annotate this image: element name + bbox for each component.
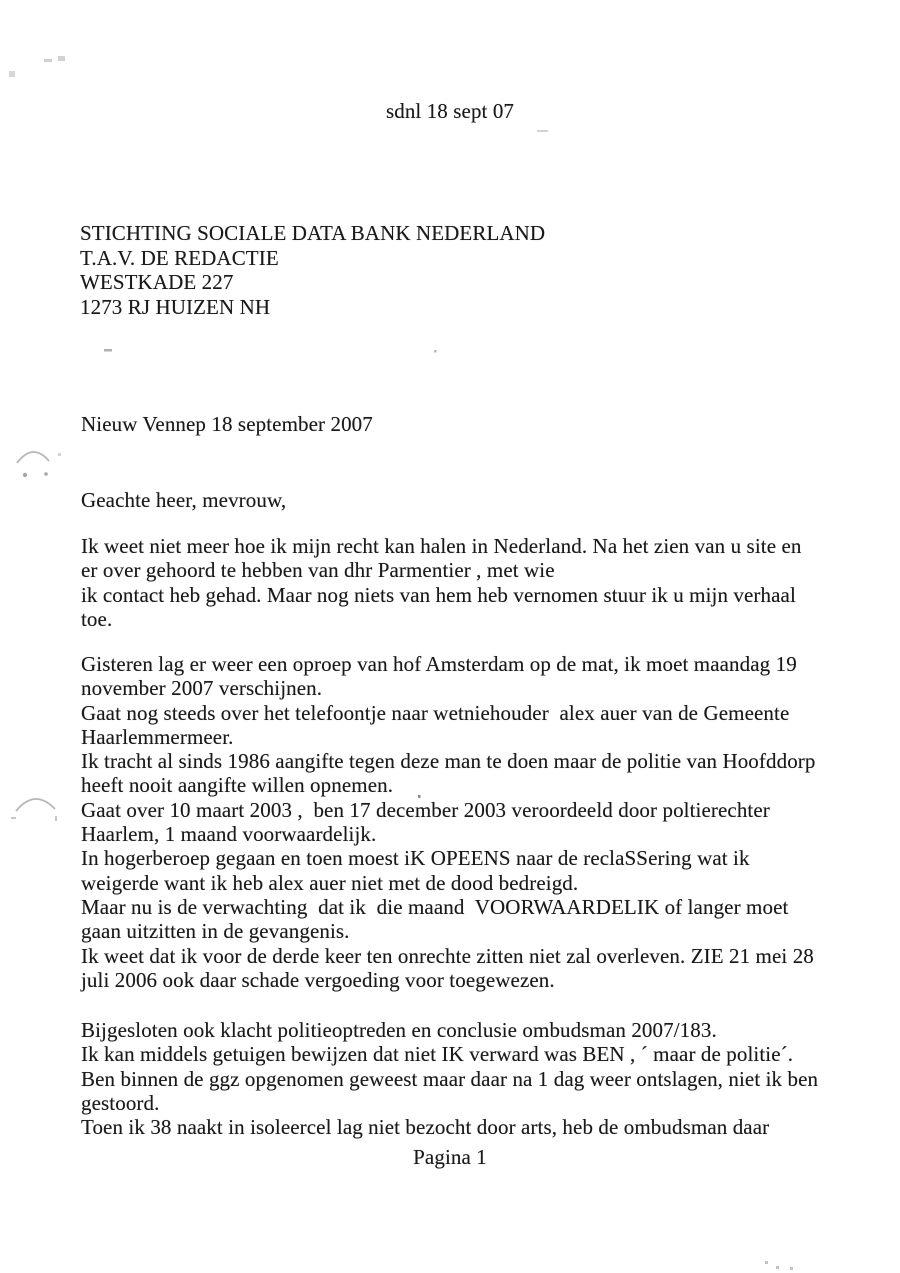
body-line: Ik tracht al sinds 1986 aangifte tegen deze man te doen maar de politie van Hoofddorp: [81, 749, 816, 774]
body-line: toe.: [81, 606, 113, 631]
recipient-line: WESTKADE 227: [80, 270, 234, 295]
scan-speck: [44, 472, 48, 476]
body-line: Bijgesloten ook klacht politieoptreden en conclusie ombudsman 2007/183.: [81, 1018, 717, 1042]
body-line: gaan uitzitten in de gevangenis.: [81, 919, 350, 944]
pen-arc-upper: [17, 452, 49, 463]
body-line: weigerde want ik heb alex auer niet met de dood bedreigd.: [81, 870, 579, 895]
body-line: Gisteren lag er weer een oproep van hof Amsterdam op de mat, ik moet maandag 19: [81, 652, 797, 676]
body-line: heeft nooit aangifte willen opnemen.: [81, 773, 394, 798]
scan-speck: [11, 817, 16, 819]
body-line: ik contact heb gehad. Maar nog niets van hem heb vernomen stuur ik u mijn verhaal: [81, 582, 796, 607]
scan-speck: [104, 349, 112, 352]
body-line: november 2007 verschijnen.: [81, 676, 323, 701]
recipient-line: 1273 RJ HUIZEN NH: [80, 294, 271, 319]
body-line: Haarlem, 1 maand voorwaardelijk.: [81, 822, 377, 847]
recipient-line: T.A.V. DE REDACTIE: [80, 245, 279, 270]
recipient-address-block: [80, 221, 545, 319]
scan-speck: [58, 56, 65, 61]
scan-speck: [58, 453, 61, 456]
header-note: sdnl 18 sept 07: [385, 99, 515, 123]
body-line: Ben binnen de ggz opgenomen geweest maar daar na 1 dag weer ontslagen, niet ik ben: [81, 1066, 819, 1091]
scan-speck: [765, 1261, 768, 1264]
paragraph-2: [81, 652, 816, 992]
paragraph-1: [81, 534, 801, 631]
scan-speck: [537, 130, 548, 132]
recipient-line: STICHTING SOCIALE DATA BANK NEDERLAND: [80, 221, 546, 245]
paragraph-3: [81, 1018, 818, 1139]
salutation: Geachte heer, mevrouw,: [81, 488, 287, 512]
scan-speck: [44, 59, 52, 62]
pen-arc-lower: [16, 799, 55, 811]
scan-speck: [790, 1267, 793, 1270]
scan-speck: [434, 350, 437, 353]
scan-speck: [55, 816, 57, 821]
scan-speck: [9, 71, 15, 77]
dateline: Nieuw Vennep 18 september 2007: [81, 412, 373, 436]
body-line: In hogerberoep gegaan en toen moest iK OPEENS naar de reclaSSering wat ik: [81, 846, 750, 871]
page-number: Pagina 1: [413, 1145, 487, 1169]
body-line: Gaat over 10 maart 2003 , ben 17 december 2003 veroordeeld door poltierechter: [81, 797, 770, 822]
body-line: Gaat nog steeds over het telefoontje naar wetniehouder alex auer van de Gemeente: [81, 700, 790, 725]
body-line: Ik kan middels getuigen bewijzen dat niet IK verward was BEN , ´ maar de politie´.: [81, 1042, 794, 1067]
scan-speck: [23, 473, 27, 477]
body-line: Ik weet dat ik voor de derde keer ten onrechte zitten niet zal overleven. ZIE 21 mei 28: [81, 943, 814, 968]
body-line: Ik weet niet meer hoe ik mijn recht kan halen in Nederland. Na het zien van u site en: [81, 534, 802, 558]
body-line: gestoord.: [81, 1090, 160, 1115]
body-line: juli 2006 ook daar schade vergoeding voor toegewezen.: [81, 967, 555, 992]
body-line: Haarlemmermeer.: [81, 724, 234, 749]
body-line: Toen ik 38 naakt in isoleercel lag niet bezocht door arts, heb de ombudsman daar: [81, 1115, 770, 1140]
body-line: er over gehoord te hebben van dhr Parmentier , met wie: [81, 558, 555, 583]
body-line: Maar nu is de verwachting dat ik die maand VOORWAARDELIK of langer moet: [81, 894, 789, 919]
scan-speck: [776, 1266, 779, 1269]
